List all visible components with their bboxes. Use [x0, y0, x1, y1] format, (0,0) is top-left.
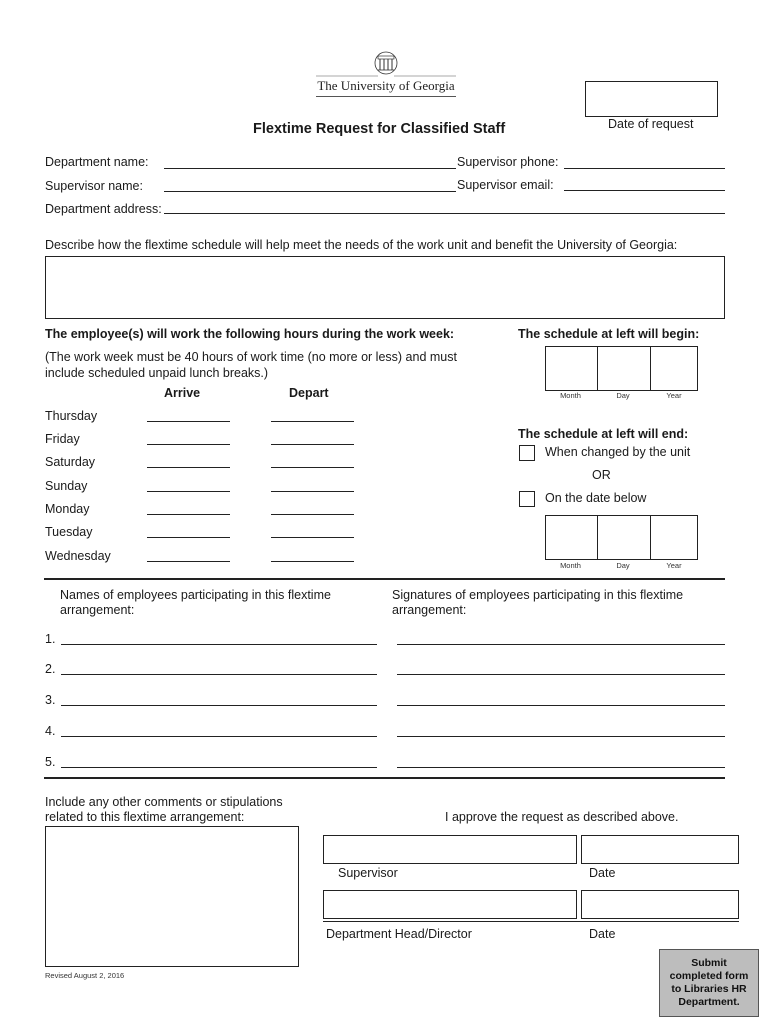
dept-head-label: Department Head/Director [326, 927, 472, 941]
end-month-label: Month [560, 561, 581, 570]
schedule-end-heading: The schedule at left will end: [518, 427, 689, 441]
depart-field[interactable] [271, 421, 354, 422]
department-address-field[interactable] [164, 213, 725, 214]
comments-textbox[interactable] [45, 826, 299, 967]
or-label: OR [592, 468, 611, 482]
schedule-begin-heading: The schedule at left will begin: [518, 327, 700, 341]
employee-signature-field[interactable] [397, 705, 725, 706]
department-name-field[interactable] [164, 168, 456, 169]
employee-name-field[interactable] [61, 644, 377, 645]
supervisor-name-label: Supervisor name: [45, 179, 143, 193]
arrive-field[interactable] [147, 514, 230, 515]
describe-prompt: Describe how the flextime schedule will help meet the needs of the work unit and benefit the University of Georgia: [45, 238, 678, 252]
day-label: Monday [45, 502, 90, 516]
dept-head-underline [323, 921, 739, 922]
begin-month-label: Month [560, 391, 581, 400]
row-number: 5. [45, 755, 56, 769]
supervisor-label: Supervisor [338, 866, 398, 880]
employee-name-field[interactable] [61, 674, 377, 675]
employee-name-field[interactable] [61, 705, 377, 706]
signatures-label: Signatures of employees participating in this flextime arrangement: [392, 588, 684, 617]
dept-head-date-box[interactable] [581, 890, 739, 919]
end-day-label: Day [616, 561, 630, 570]
row-number: 4. [45, 724, 56, 738]
changed-by-unit-checkbox[interactable] [519, 445, 535, 461]
employee-signature-field[interactable] [397, 674, 725, 675]
arrive-header: Arrive [164, 386, 201, 400]
dept-head-date-label: Date [589, 927, 616, 941]
form-title: Flextime Request for Classified Staff [253, 121, 506, 137]
supervisor-name-field[interactable] [164, 191, 456, 192]
university-logo [316, 50, 456, 98]
depart-field[interactable] [271, 444, 354, 445]
supervisor-phone-label: Supervisor phone: [457, 155, 559, 169]
begin-date-box[interactable] [545, 346, 698, 391]
supervisor-date-label: Date [589, 866, 616, 880]
arch-icon [316, 50, 456, 80]
approval-statement: I approve the request as described above. [445, 810, 679, 824]
row-number: 2. [45, 662, 56, 676]
department-address-label: Department address: [45, 202, 162, 216]
employee-signature-field[interactable] [397, 736, 725, 737]
row-number: 1. [45, 632, 56, 646]
employee-signature-field[interactable] [397, 644, 725, 645]
supervisor-phone-field[interactable] [564, 168, 725, 169]
employee-name-field[interactable] [61, 736, 377, 737]
row-number: 3. [45, 693, 56, 707]
department-name-label: Department name: [45, 155, 149, 169]
supervisor-email-label: Supervisor email: [457, 178, 554, 192]
university-name: The University of Georgia [317, 78, 455, 93]
supervisor-date-box[interactable] [581, 835, 739, 864]
day-label: Wednesday [45, 549, 111, 563]
depart-field[interactable] [271, 514, 354, 515]
arrive-field[interactable] [147, 561, 230, 562]
begin-day-label: Day [616, 391, 630, 400]
day-label: Friday [45, 432, 80, 446]
depart-field[interactable] [271, 537, 354, 538]
submit-note-box [659, 949, 759, 1017]
section-divider [44, 777, 725, 779]
arrive-field[interactable] [147, 491, 230, 492]
arrive-field[interactable] [147, 421, 230, 422]
employee-name-field[interactable] [61, 767, 377, 768]
option-date-label: On the date below [545, 491, 647, 505]
depart-field[interactable] [271, 561, 354, 562]
hours-note: (The work week must be 40 hours of work time (no more or less) and must include scheduled unpaid lunch breaks.) [45, 350, 457, 380]
end-date-box[interactable] [545, 515, 698, 560]
day-label: Tuesday [45, 525, 93, 539]
submit-note: Submit completed form to Libraries HR Department. [669, 957, 749, 1008]
depart-field[interactable] [271, 467, 354, 468]
depart-header: Depart [289, 386, 329, 400]
day-label: Thursday [45, 409, 98, 423]
on-date-checkbox[interactable] [519, 491, 535, 507]
begin-year-label: Year [666, 391, 682, 400]
employee-signature-field[interactable] [397, 767, 725, 768]
supervisor-signature-box[interactable] [323, 835, 577, 864]
day-label: Saturday [45, 455, 96, 469]
section-divider [44, 578, 725, 580]
depart-field[interactable] [271, 491, 354, 492]
day-label: Sunday [45, 479, 88, 493]
date-of-request-box[interactable] [585, 81, 718, 117]
describe-textbox[interactable] [45, 256, 725, 319]
revised-date: Revised August 2, 2016 [45, 971, 125, 980]
names-label: Names of employees participating in this flextime arrangement: [60, 588, 331, 617]
comments-label: Include any other comments or stipulations related to this flextime arrangement: [45, 795, 283, 824]
arrive-field[interactable] [147, 537, 230, 538]
end-year-label: Year [666, 561, 682, 570]
hours-heading: The employee(s) will work the following hours during the work week: [45, 327, 455, 341]
date-of-request-label: Date of request [608, 117, 694, 131]
arrive-field[interactable] [147, 444, 230, 445]
supervisor-email-field[interactable] [564, 190, 725, 191]
dept-head-signature-box[interactable] [323, 890, 577, 919]
option-changed-label: When changed by the unit [545, 445, 691, 459]
arrive-field[interactable] [147, 467, 230, 468]
